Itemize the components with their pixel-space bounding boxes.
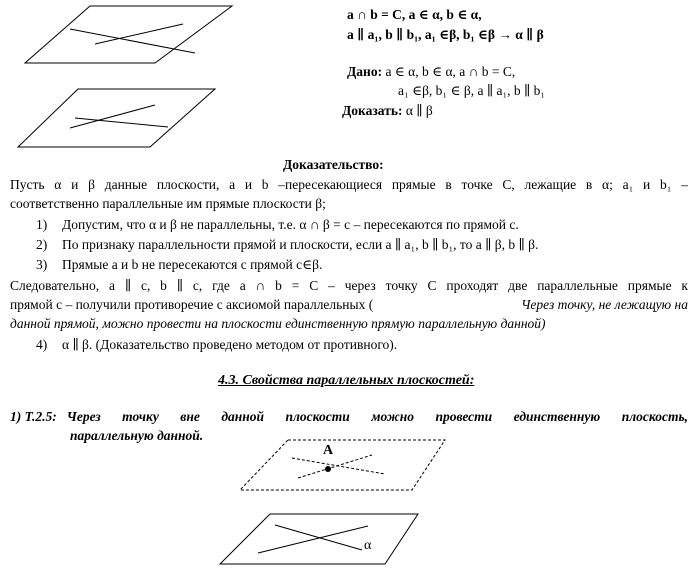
theorem-line-2: параллельную данной. [70, 428, 204, 443]
proof-conclusion-2 [10, 297, 688, 313]
plane-bottom-lower [220, 514, 418, 564]
proof-intro-2: соответственно параллельные им прямые плоскости β; [10, 196, 326, 211]
given-text-1: a ∈ α, b ∈ α, a ∩ b = C, [385, 64, 516, 79]
proof-item-num: 2) [36, 237, 48, 252]
proof-item-num: 4) [36, 337, 48, 352]
proof-intro-1: Пусть α и β данные плоскости, a и b –пересекающиеся прямые в точке С, лежащие в α; a₁ и b₁ – [10, 177, 688, 192]
plane-top-lower [18, 89, 215, 147]
condition-line-1: a ∩ b = C, a ∈ α, b ∈ α, [347, 7, 482, 22]
proof-item-1 [36, 217, 519, 233]
prove-text: α ∥ β [405, 103, 433, 118]
given-label: Дано: [347, 64, 383, 79]
theorem-line-1 [10, 409, 688, 425]
conclusion-italic-text: Через точку, не лежащую на [521, 297, 688, 312]
proof-heading: Доказательство: [283, 157, 384, 172]
prove-line [342, 103, 433, 119]
plane-bottom-upper-dashed [240, 440, 445, 490]
theorem-label: 1) Т.2.5: [10, 409, 57, 424]
proof-item-text: Прямые a и b не пересекаются с прямой c∈β. [62, 257, 323, 272]
proof-item-num: 3) [36, 257, 48, 272]
given-line-2: a₁ ∈β, b₁ ∈ β, a ∥ a₁, b ∥ b₁ [398, 83, 546, 98]
plane-top-upper [25, 6, 232, 63]
plane-alpha-label: α [364, 538, 372, 553]
section-title: 4.3. Свойства параллельных плоскостей: [218, 373, 475, 388]
proof-item-2 [36, 237, 538, 253]
prove-label: Доказать: [342, 103, 403, 118]
proof-item-num: 1) [36, 217, 48, 232]
point-a-label: A [323, 443, 334, 458]
proof-conclusion-3: данной прямой, можно провести на плоскости единственную прямую параллельную данной) [10, 316, 546, 331]
proof-conclusion-1: Следовательно, a ∥ c, b ∥ c, где a ∩ b = C – через точку С проходят две параллельные прямые к [10, 278, 688, 293]
conclusion-normal-text: прямой c – получили противоречие с аксиомой параллельных ( [10, 297, 374, 312]
point-a-dot [325, 466, 331, 472]
given-line-1 [347, 64, 515, 80]
theorem-text-1: Через точку вне данной плоскости можно провести единственную плоскость, [66, 409, 688, 424]
proof-item-3 [36, 257, 322, 273]
proof-item-text: Допустим, что α и β не параллельны, т.е. α ∩ β = c – пересекаются по прямой c. [62, 217, 519, 232]
proof-item-4 [36, 337, 397, 353]
proof-item-text: По признаку параллельности прямой и плоскости, если a ∥ a₁, b ∥ b₁, то a ∥ β, b ∥ β. [62, 237, 539, 252]
proof-item-text: α ∥ β. (Доказательство проведено методом от противного). [62, 337, 398, 352]
condition-line-2: a ∥ a₁, b ∥ b₁, a₁ ∈β, b₁ ∈β → α ∥ β [347, 27, 544, 42]
